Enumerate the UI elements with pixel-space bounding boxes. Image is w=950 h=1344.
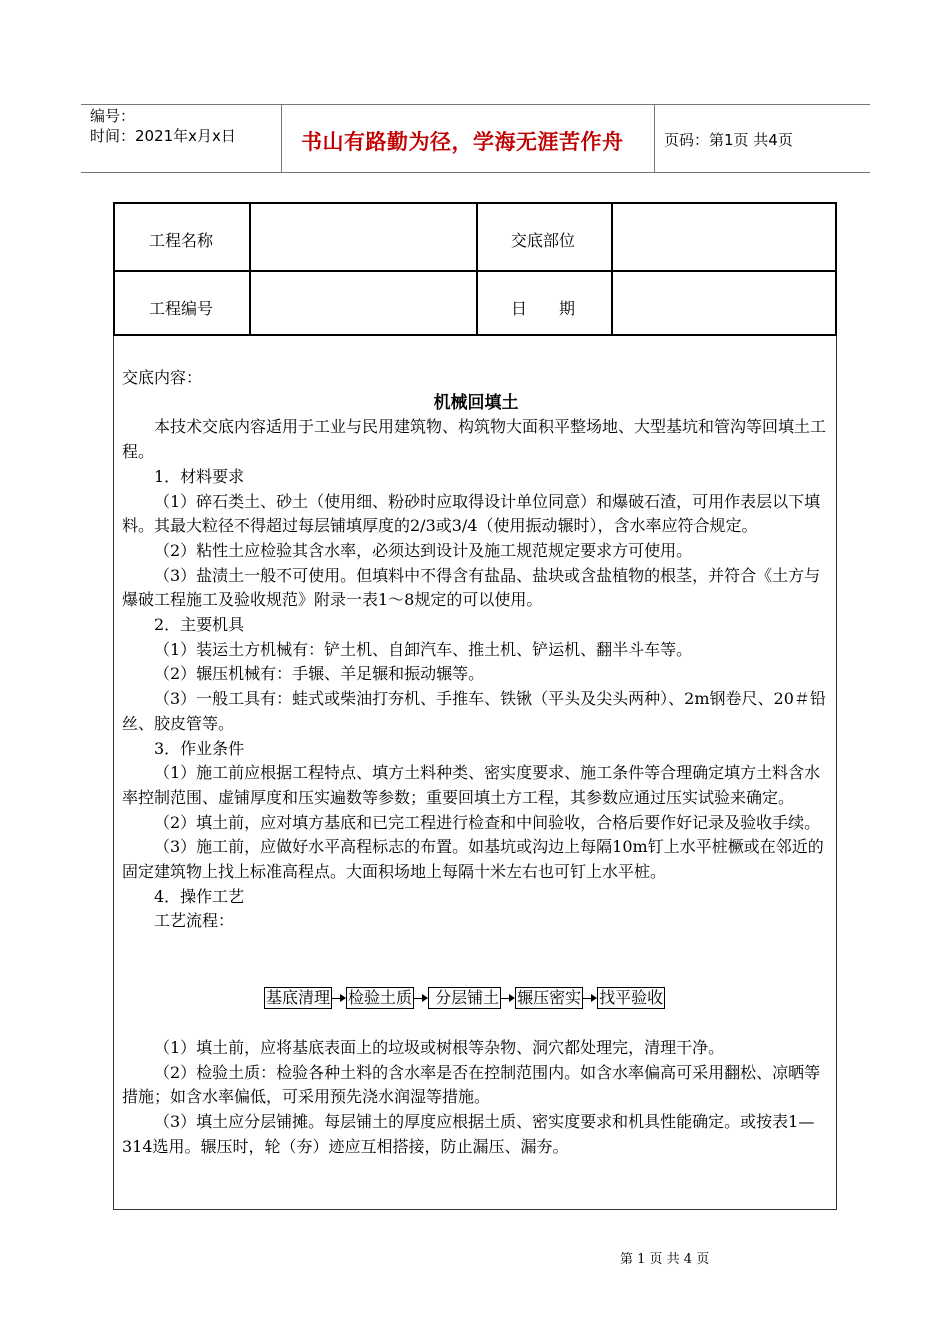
content-text-top (122, 366, 830, 934)
project-name-label: 工程名称 (149, 231, 214, 250)
paragraph: （1）装运土方机械有：铲土机、自卸汽车、推土机、铲运机、翻半斗车等。 (154, 639, 693, 659)
project-number-label: 工程编号 (149, 299, 214, 318)
content-text-bottom (122, 1036, 830, 1160)
arrow-right-icon (332, 988, 346, 1008)
flow-label: 工艺流程： (154, 911, 235, 931)
document-date: 时间：2021年x月x日 (90, 127, 236, 145)
header-page-info: 页码：第1页 共4页 (664, 131, 793, 149)
process-flow (264, 986, 665, 1010)
paragraph: （3）盐渍土一般不可使用。但填料中不得含有盐晶、盐块或含盐植物的根茎，并符合《土方与爆破工程施工及验收规范》附录一表1～8规定的可以使用。 (122, 565, 821, 610)
flow-step: 基底清理 (266, 988, 331, 1007)
table-col-divider (249, 204, 251, 334)
table-row-divider (115, 270, 835, 272)
document-number-label: 编号： (90, 107, 136, 125)
intro-label: 交底内容： (122, 368, 203, 387)
document-title: 机械回填土 (433, 392, 519, 413)
header-motto: 书山有路勤为径，学海无涯苦作舟 (301, 130, 624, 154)
paragraph: （1）填土前，应将基底表面上的垃圾或树根等杂物、洞穴都处理完，清理干净。 (154, 1038, 725, 1057)
paragraph: （2）辗压机械有：手辗、羊足辗和振动辗等。 (154, 664, 485, 684)
header-bottom-rule (81, 172, 870, 173)
header-divider (654, 104, 655, 172)
arrow-right-icon (414, 988, 428, 1008)
handover-part-label: 交底部位 (511, 231, 576, 250)
header-divider (281, 104, 282, 172)
table-col-divider (476, 204, 478, 334)
paragraph: （3）填土应分层铺摊。每层铺土的厚度应根据土质、密实度要求和机具性能确定。或按表1—314选用。辗压时，轮（夯）迹应互相搭接，防止漏压、漏夯。 (122, 1112, 815, 1156)
header-top-rule (81, 104, 870, 105)
paragraph: （3）一般工具有：蛙式或柴油打夯机、手推车、铁锹（平头及尖头两种）、2m钢卷尺、20＃铅丝、胶皮管等。 (122, 689, 826, 733)
flow-step: 找平验收 (599, 988, 664, 1007)
section-heading: 3．作业条件 (154, 738, 245, 758)
arrow-right-icon (501, 988, 515, 1008)
paragraph: （2）粘性土应检验其含水率，必须达到设计及施工规范规定要求方可使用。 (154, 540, 693, 560)
date-label: 日 期 (511, 299, 576, 318)
flow-step: 辗压密实 (517, 988, 582, 1007)
section-heading: 2．主要机具 (154, 615, 245, 635)
table-col-divider (611, 204, 613, 334)
section-heading: 1．材料要求 (154, 466, 245, 486)
paragraph: （1）碎石类土、砂土（使用细、粉砂时应取得设计单位同意）和爆破石渣，可用作表层以下填料。其最大粒径不得超过每层铺填厚度的2/3或3/4（使用振动辗时），含水率应符合规定。 (122, 491, 821, 536)
section-heading: 4．操作工艺 (154, 886, 245, 906)
paragraph: （2）填土前，应对填方基底和已完工程进行检查和中间验收，合格后要作好记录及验收手续。 (154, 812, 821, 832)
paragraph: （2）检验土质：检验各种土料的含水率是否在控制范围内。如含水率偏高可采用翻松、凉晒等措施；如含水率偏低，可采用预先浇水润湿等措施。 (122, 1062, 821, 1107)
paragraph: 本技术交底内容适用于工业与民用建筑物、构筑物大面积平整场地、大型基坑和管沟等回填土工程。 (122, 417, 827, 462)
arrow-right-icon (583, 988, 597, 1008)
flow-step: 分层铺土 (430, 988, 500, 1007)
project-info-table (113, 202, 837, 336)
flow-step: 检验土质 (348, 988, 413, 1007)
paragraph: （3）施工前，应做好水平高程标志的布置。如基坑或沟边上每隔10m钉上水平桩橛或在邻近的固定建筑物上找上标准高程点。大面积场地上每隔十米左右也可钉上水平桩。 (122, 837, 824, 882)
page-footer: 第 1 页 共 4 页 (620, 1252, 710, 1267)
paragraph: （1）施工前应根据工程特点、填方土料种类、密实度要求、施工条件等合理确定填方土料含水率控制范围、虚铺厚度和压实遍数等参数；重要回填土方工程，其参数应通过压实试验来确定。 (122, 763, 821, 807)
